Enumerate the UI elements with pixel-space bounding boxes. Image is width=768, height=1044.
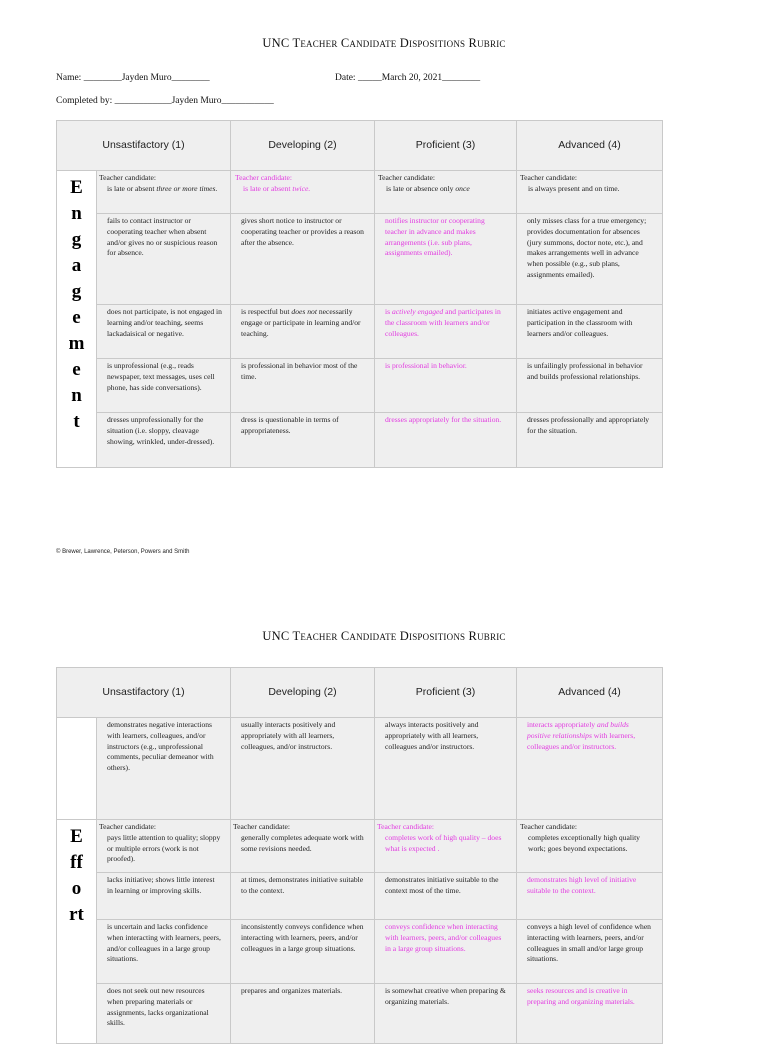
cell-text: with learners, colleagues and/or instructors. <box>527 730 636 751</box>
teacher-candidate-label: Teacher candidate: <box>99 173 157 182</box>
cell-text: pays little attention to quality; sloppy or multiple errors (work is not proofed). <box>107 832 221 864</box>
cell-text: interacts appropriately <box>527 720 598 729</box>
category-letter: a <box>71 255 82 277</box>
category-engagement <box>57 171 97 468</box>
cell-emphasis: does not <box>291 307 317 316</box>
engagement-rubric-table <box>56 120 663 468</box>
category-letter: g <box>71 281 82 303</box>
category-letter: E <box>70 177 83 198</box>
name-value: ________Jayden Muro________ <box>83 73 210 83</box>
teacher-candidate-label: Teacher candidate: <box>233 822 291 831</box>
category-letter: n <box>71 203 82 225</box>
cell-unsatisfactory: does not participate, is not engaged in learning and/or teaching, seems lackadaisical or negative. <box>97 305 231 359</box>
teacher-candidate-label: Teacher candidate: <box>520 173 578 182</box>
completed-by-label: Completed by: <box>56 96 113 106</box>
cell-emphasis: once <box>455 183 470 193</box>
name-label: Name: <box>56 73 82 83</box>
category-letter: E <box>70 826 83 847</box>
cell-proficient: notifies instructor or cooperating teacher in advance and makes arrangements (i.e. sub plans, assignments emailed). <box>375 214 517 305</box>
table-row <box>57 920 663 984</box>
category-letter: e <box>72 359 81 381</box>
cell-proficient <box>375 820 517 873</box>
cell-text: necessarily engage or participate in learning and/or teaching. <box>241 307 361 338</box>
cell-advanced: dresses professionally and appropriately for the situation. <box>517 413 663 468</box>
date-field <box>335 73 480 83</box>
completed-by-value: ____________Jayden Muro___________ <box>114 96 274 106</box>
cell-emphasis: three or more times. <box>156 183 218 193</box>
cell-proficient: dresses appropriately for the situation. <box>375 413 517 468</box>
category-letter: m <box>68 333 85 355</box>
cell-proficient <box>375 305 517 359</box>
header-unsatisfactory: Unsastifactory (1) <box>57 668 231 718</box>
header-advanced: Advanced (4) <box>517 668 663 718</box>
cell-proficient: always interacts positively and appropriately with all learners, colleagues and/or instructors. <box>375 718 517 820</box>
page1-title-text: UNC Teacher Candidate Dispositions Rubric <box>262 36 506 50</box>
cell-emphasis: twice. <box>292 183 311 193</box>
cell-developing: at times, demonstrates initiative suitable to the context. <box>231 873 375 920</box>
cell-advanced <box>517 718 663 820</box>
header-developing: Developing (2) <box>231 121 375 171</box>
category-spacer <box>57 718 97 820</box>
date-label: Date: <box>335 73 356 83</box>
teacher-candidate-label: Teacher candidate: <box>235 173 293 182</box>
cell-advanced <box>517 171 663 214</box>
table-row <box>57 305 663 359</box>
table-row <box>57 413 663 468</box>
cell-text: is always present and on time. <box>528 183 620 193</box>
table-row <box>57 359 663 413</box>
header-developing: Developing (2) <box>231 668 375 718</box>
completed-by-field <box>56 96 274 106</box>
cell-developing: gives short notice to instructor or cooperating teacher or provides a reason after the absence. <box>231 214 375 305</box>
cell-text: is late or absent <box>243 183 293 193</box>
cell-advanced <box>517 820 663 873</box>
cell-text: is late or absence only <box>386 183 456 193</box>
cell-unsatisfactory: fails to contact instructor or cooperating teacher when absent and/or gives no or suspicious reason for absence. <box>97 214 231 305</box>
cell-advanced: seeks resources and is creative in preparing and organizing materials. <box>517 984 663 1044</box>
table-row <box>57 214 663 305</box>
cell-advanced: initiates active engagement and participation in the classroom with learners and/or colleagues. <box>517 305 663 359</box>
category-letter: t <box>73 411 80 433</box>
teacher-candidate-label: Teacher candidate: <box>378 173 436 182</box>
effort-rubric-table <box>56 667 663 1044</box>
cell-text: is <box>385 307 392 316</box>
cell-advanced: demonstrates high level of initiative suitable to the context. <box>517 873 663 920</box>
cell-proficient: is somewhat creative when preparing & organizing materials. <box>375 984 517 1044</box>
name-field <box>56 73 210 83</box>
cell-text: generally completes adequate work with some revisions needed. <box>241 832 364 853</box>
cell-unsatisfactory <box>97 171 231 214</box>
cell-unsatisfactory: demonstrates negative interactions with learners, colleagues, and/or instructors (e.g., unprofessional comments, peculiar demeanor with others). <box>97 718 231 820</box>
cell-unsatisfactory <box>97 820 231 873</box>
date-value: _____March 20, 2021________ <box>357 73 481 83</box>
cell-advanced: conveys a high level of confidence when interacting with learners, peers, and/or colleagues in small and/or large group situations. <box>517 920 663 984</box>
cell-advanced: is unfailingly professional in behavior and builds professional relationships. <box>517 359 663 413</box>
category-letter: rt <box>69 904 84 926</box>
cell-proficient <box>375 171 517 214</box>
cell-unsatisfactory: does not seek out new resources when preparing materials or assignments, lacks organizational skills. <box>97 984 231 1044</box>
header-advanced: Advanced (4) <box>517 121 663 171</box>
copyright-footer: © Brewer, Lawrence, Peterson, Powers and Smith <box>56 549 190 555</box>
cell-proficient: conveys confidence when interacting with learners, peers, and/or colleagues in a large group situations. <box>375 920 517 984</box>
table-row <box>57 171 663 214</box>
category-letter: o <box>71 878 82 900</box>
cell-developing: prepares and organizes materials. <box>231 984 375 1044</box>
cell-developing <box>231 305 375 359</box>
category-letter: n <box>71 385 82 407</box>
category-letter: e <box>72 307 81 329</box>
table-row <box>57 984 663 1044</box>
teacher-candidate-label: Teacher candidate: <box>377 822 435 831</box>
page2-title-text: UNC Teacher Candidate Dispositions Rubric <box>262 629 506 643</box>
teacher-candidate-label: Teacher candidate: <box>99 822 157 831</box>
cell-developing: inconsistently conveys confidence when interacting with learners, peers, and/or colleagues in a large group situations. <box>231 920 375 984</box>
cell-developing <box>231 171 375 214</box>
teacher-candidate-label: Teacher candidate: <box>520 822 578 831</box>
category-letter: g <box>71 229 82 251</box>
cell-text: is late or absent <box>107 183 157 193</box>
category-letter: ff <box>70 852 83 874</box>
cell-proficient: demonstrates initiative suitable to the context most of the time. <box>375 873 517 920</box>
cell-text: and participates in the classroom with learners and/or colleagues. <box>385 307 501 338</box>
cell-proficient: is professional in behavior. <box>375 359 517 413</box>
table-row <box>57 718 663 820</box>
cell-unsatisfactory: lacks initiative; shows little interest in learning or improving skills. <box>97 873 231 920</box>
header-unsatisfactory: Unsastifactory (1) <box>57 121 231 171</box>
table-row <box>57 820 663 873</box>
cell-advanced: only misses class for a true emergency; provides documentation for absences (jury summons, doctor note, etc.), and makes arrangements well in advance when possible (e.g., sub plans, assignments emailed). <box>517 214 663 305</box>
header-proficient: Proficient (3) <box>375 121 517 171</box>
cell-developing: is professional in behavior most of the time. <box>231 359 375 413</box>
cell-unsatisfactory: is uncertain and lacks confidence when interacting with learners, peers, and/or colleagues in a large group situations. <box>97 920 231 984</box>
cell-developing <box>231 820 375 873</box>
header-row <box>57 121 663 171</box>
cell-emphasis: and builds positive relationships <box>527 720 629 740</box>
cell-text: is respectful but <box>241 307 292 316</box>
header-row <box>57 668 663 718</box>
cell-unsatisfactory: is unprofessional (e.g., reads newspaper, text messages, uses cell phone, has side conversations). <box>97 359 231 413</box>
category-effort <box>57 820 97 1044</box>
cell-text: completes work of high quality – does what is expected . <box>385 832 502 853</box>
page1-title <box>0 36 768 51</box>
header-proficient: Proficient (3) <box>375 668 517 718</box>
cell-text: completes exceptionally high quality work; goes beyond expectations. <box>528 832 640 853</box>
page2-title <box>0 629 768 644</box>
cell-emphasis: actively engaged <box>391 307 444 316</box>
cell-developing: usually interacts positively and appropriately with all learners, colleagues, and/or instructors. <box>231 718 375 820</box>
table-row <box>57 873 663 920</box>
cell-unsatisfactory: dresses unprofessionally for the situation (i.e. sloppy, cleavage showing, wrinkled, under-dressed). <box>97 413 231 468</box>
cell-developing: dress is questionable in terms of appropriateness. <box>231 413 375 468</box>
